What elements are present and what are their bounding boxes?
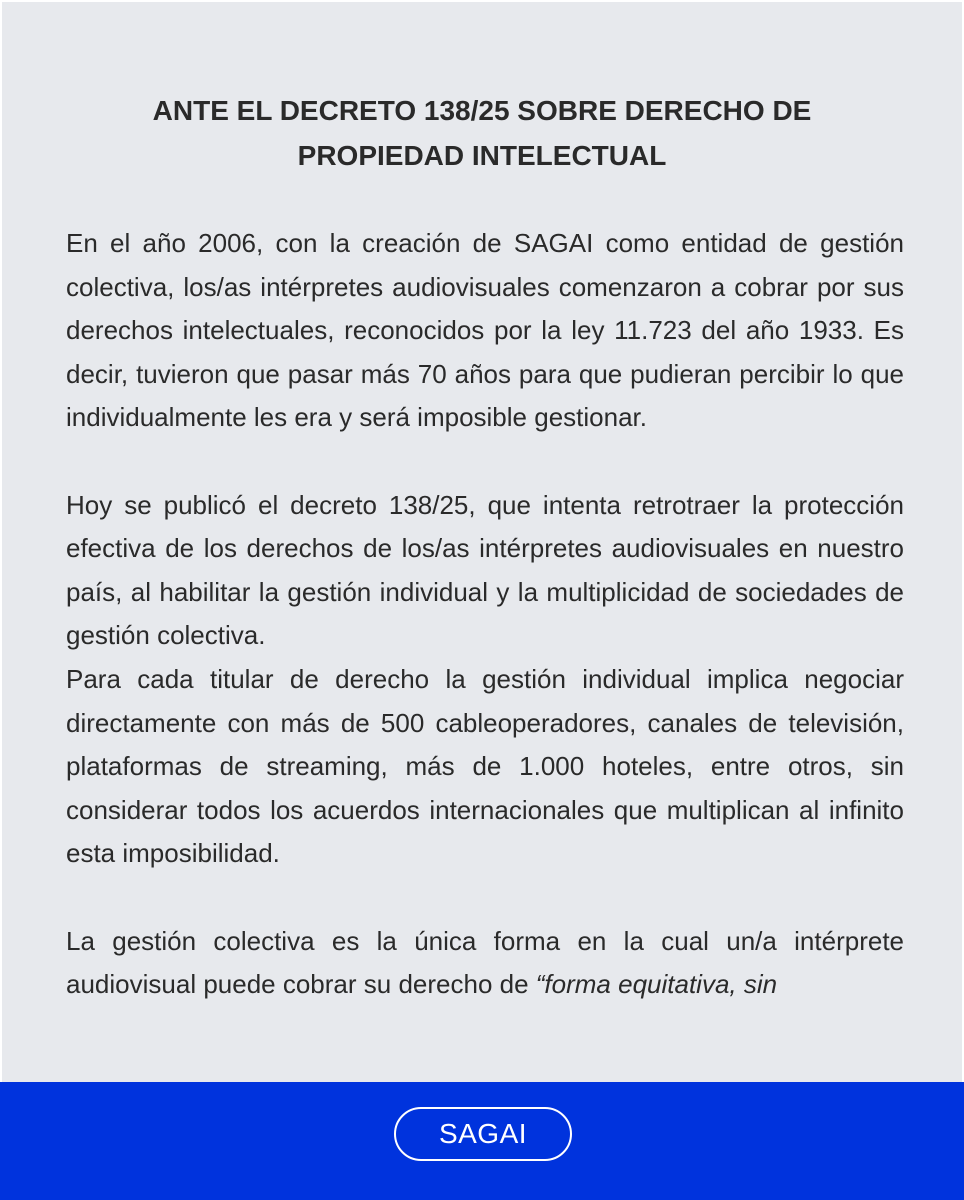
paragraph-1: En el año 2006, con la creación de SAGAI como entidad de gestión colectiva, los/as intérpretes audiovisuales comenzaron a cobrar por sus derechos intelectuales, reconocidos por la ley 11.723 del año 1933. Es decir, tuvieron que pasar más 70 años para que pudieran percibir lo que individualmente les era y será imposible gestionar. (66, 228, 904, 433)
document-body (66, 222, 904, 1007)
paragraph-4 (66, 920, 904, 1007)
paragraph-2: Hoy se publicó el decreto 138/25, que intenta retrotraer la protección efectiva de los derechos de los/as intérpretes audiovisuales en nuestro país, al habilitar la gestión individual y la multiplicidad de sociedades de gestión colectiva. (66, 489, 904, 651)
title-line-2: PROPIEDAD INTELECTUAL (297, 140, 667, 171)
paragraph-3: Para cada titular de derecho la gestión individual implica negociar directamente con más de 500 cableoperadores, canales de televisión, plataformas de streaming, más de 1.000 hoteles, entre otros, sin considerar todos los acuerdos internacionales que multiplican al infinito esta imposibilidad. (66, 663, 904, 869)
paragraph-4-text: La gestión colectiva es la única forma en la cual un/a intérprete audiovisual puede cobrar su derecho de (66, 925, 904, 1000)
sagai-brand-badge: SAGAI (394, 1107, 572, 1161)
paragraph-spacer (66, 876, 904, 920)
footer-bar (0, 1082, 964, 1200)
title-line-1: ANTE EL DECRETO 138/25 SOBRE DERECHO DE (152, 95, 812, 126)
quote-fragment: “forma equitativa, sin (535, 969, 778, 1000)
document-title (2, 88, 962, 178)
paragraph-spacer (66, 440, 904, 484)
